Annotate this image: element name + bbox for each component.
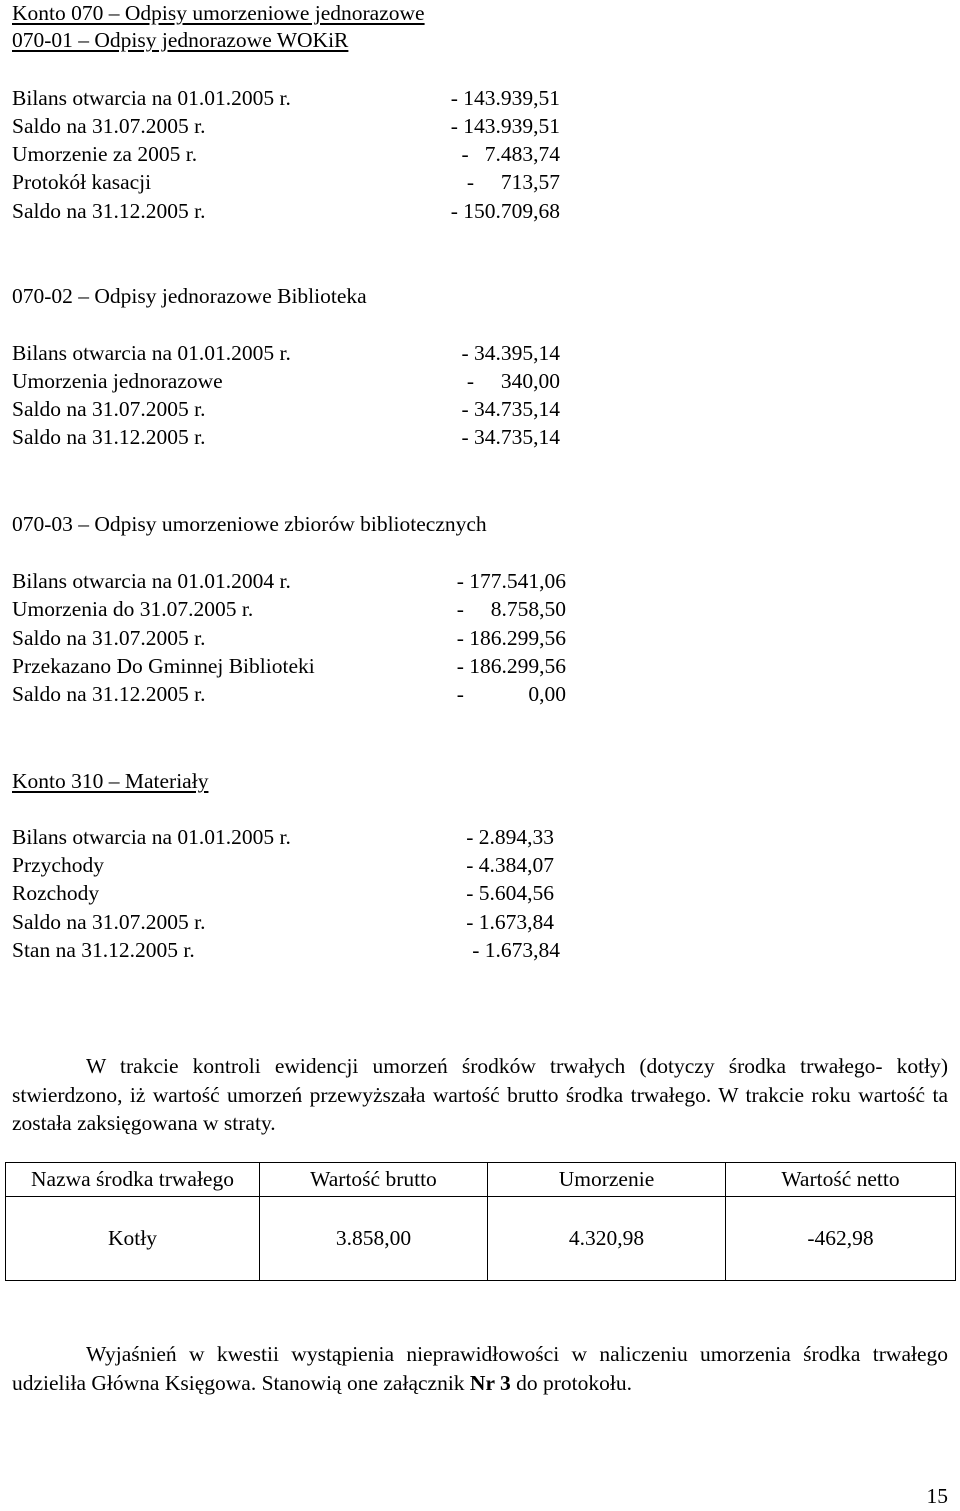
table-header-row: [6, 1163, 956, 1197]
section-070-01-heading: 070-01 – Odpisy jednorazowe WOKiR: [12, 28, 349, 52]
section-070-02-heading: 070-02 – Odpisy jednorazowe Biblioteka: [12, 284, 367, 308]
ledger-label: Saldo na 31.07.2005 r.: [12, 626, 206, 650]
ledger-value: - 186.299,56: [456, 654, 566, 678]
attachment-number: Nr 3: [469, 1370, 511, 1395]
ledger-label: Protokół kasacji: [12, 170, 152, 194]
table-cell: 4.320,98: [488, 1197, 726, 1281]
ledger-label: Saldo na 31.12.2005 r.: [12, 199, 206, 223]
finding-paragraph: W trakcie kontroli ewidencji umorzeń środków trwałych (dotyczy środka trwałego- kotły) stwierdzono, iż wartość umorzeń przewyższała wartość brutto środka trwałego. W trakcie roku wartość ta została zaksięgowana w straty.: [12, 1054, 948, 1135]
ledger-value: - 150.709,68: [450, 199, 560, 223]
ledger-label: Bilans otwarcia na 01.01.2005 r.: [12, 825, 291, 849]
ledger-value: - 7.483,74: [461, 142, 560, 166]
ledger-value: - 2.894,33: [466, 825, 554, 849]
ledger-value: - 34.735,14: [461, 397, 560, 421]
ledger-label: Umorzenia do 31.07.2005 r.: [12, 597, 254, 621]
ledger-label: Saldo na 31.07.2005 r.: [12, 910, 206, 934]
table-header-cell: Nazwa środka trwałego: [6, 1163, 260, 1197]
ledger-value: - 0,00: [456, 682, 566, 706]
section-070-03-heading: 070-03 – Odpisy umorzeniowe zbiorów bibliotecznych: [12, 512, 487, 536]
explanation-paragraph: Wyjaśnień w kwestii wystąpienia nieprawidłowości w naliczeniu umorzenia środka trwałego udzieliła Główna Księgowa. Stanowią one załącznik Nr 3 do protokołu.: [12, 1342, 948, 1395]
ledger-value: - 34.735,14: [461, 425, 560, 449]
ledger-value: - 143.939,51: [450, 86, 560, 110]
ledger-value: - 186.299,56: [456, 626, 566, 650]
table-cell: 3.858,00: [260, 1197, 488, 1281]
ledger-label: Umorzenia jednorazowe: [12, 369, 223, 393]
ledger-value: - 143.939,51: [450, 114, 560, 138]
konto-070-heading: Konto 070 – Odpisy umorzeniowe jednorazowe: [12, 1, 425, 25]
ledger-value: - 340,00: [466, 369, 560, 393]
ledger-label: Stan na 31.12.2005 r.: [12, 938, 195, 962]
ledger-label: Umorzenie za 2005 r.: [12, 142, 198, 166]
asset-table: [5, 1162, 956, 1281]
ledger-value: - 1.673,84: [472, 938, 560, 962]
ledger-label: Saldo na 31.07.2005 r.: [12, 397, 206, 421]
ledger-value: - 1.673,84: [466, 910, 554, 934]
page-number: 15: [926, 1484, 948, 1508]
ledger-label: Bilans otwarcia na 01.01.2005 r.: [12, 341, 291, 365]
ledger-value: - 713,57: [466, 170, 560, 194]
ledger-value: - 177.541,06: [456, 569, 566, 593]
ledger-label: Saldo na 31.07.2005 r.: [12, 114, 206, 138]
ledger-value: - 34.395,14: [461, 341, 560, 365]
table-cell: -462,98: [726, 1197, 956, 1281]
ledger-label: Saldo na 31.12.2005 r.: [12, 425, 206, 449]
table-cell: Kotły: [6, 1197, 260, 1281]
table-header-cell: Umorzenie: [488, 1163, 726, 1197]
ledger-label: Przychody: [12, 853, 104, 877]
table-header-cell: Wartość netto: [726, 1163, 956, 1197]
ledger-value: - 8.758,50: [456, 597, 566, 621]
ledger-label: Saldo na 31.12.2005 r.: [12, 682, 206, 706]
table-row: [6, 1197, 956, 1281]
ledger-label: Bilans otwarcia na 01.01.2005 r.: [12, 86, 291, 110]
ledger-label: Bilans otwarcia na 01.01.2004 r.: [12, 569, 291, 593]
ledger-value: - 4.384,07: [466, 853, 554, 877]
konto-310-heading: Konto 310 – Materiały: [12, 769, 209, 793]
ledger-label: Przekazano Do Gminnej Biblioteki: [12, 654, 315, 678]
ledger-value: - 5.604,56: [466, 881, 554, 905]
ledger-label: Rozchody: [12, 881, 100, 905]
table-header-cell: Wartość brutto: [260, 1163, 488, 1197]
